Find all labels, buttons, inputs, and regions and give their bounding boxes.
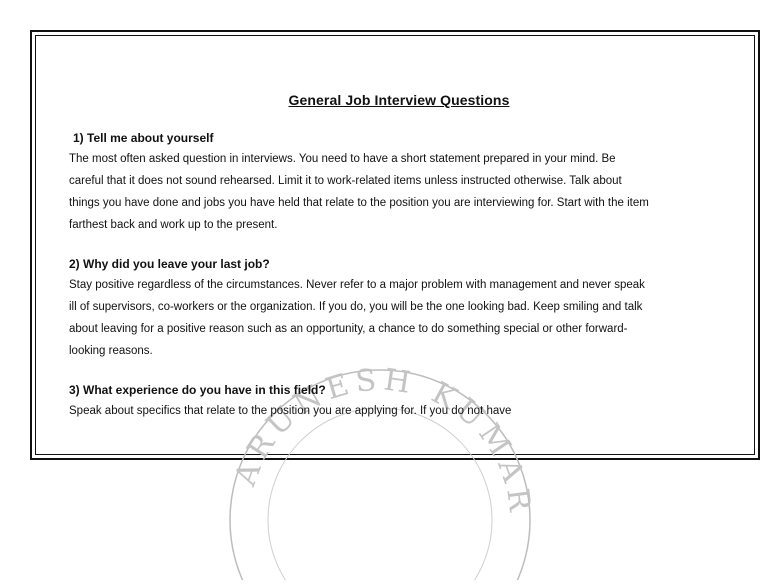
question-1-line-1: The most often asked question in interviews. You need to have a short statement prepared in your mind. Be [69, 153, 616, 165]
question-2-line-3: about leaving for a positive reason such as an opportunity, a chance to do something special or other forward- [69, 323, 628, 335]
question-1-line-4: farthest back and work up to the present. [69, 219, 278, 231]
document-title: General Job Interview Questions [288, 92, 510, 108]
question-1-heading: 1) Tell me about yourself [73, 131, 214, 145]
document-content [69, 90, 729, 422]
question-1-line-2: careful that it does not sound rehearsed. Limit it to work-related items unless instructed otherwise. Talk about [69, 175, 622, 187]
question-1-line-3: things you have done and jobs you have held that relate to the position you are interviewing for. Start with the item [69, 197, 649, 209]
watermark-text: ARUNESH KUMAR [228, 362, 538, 520]
question-2-line-1: Stay positive regardless of the circumstances. Never refer to a major problem with management and never speak [69, 279, 645, 291]
question-3-heading: 3) What experience do you have in this field? [69, 383, 326, 397]
question-3 [69, 380, 729, 422]
question-2-heading: 2) Why did you leave your last job? [69, 257, 270, 271]
question-2-line-2: ill of supervisors, co-workers or the organization. If you do, you will be the one looking bad. Keep smiling and talk [69, 301, 643, 313]
question-3-line-1: Speak about specifics that relate to the position you are applying for. If you do not have [69, 405, 512, 417]
question-1 [69, 128, 729, 236]
question-2-line-4: looking reasons. [69, 345, 153, 357]
question-2 [69, 254, 729, 362]
